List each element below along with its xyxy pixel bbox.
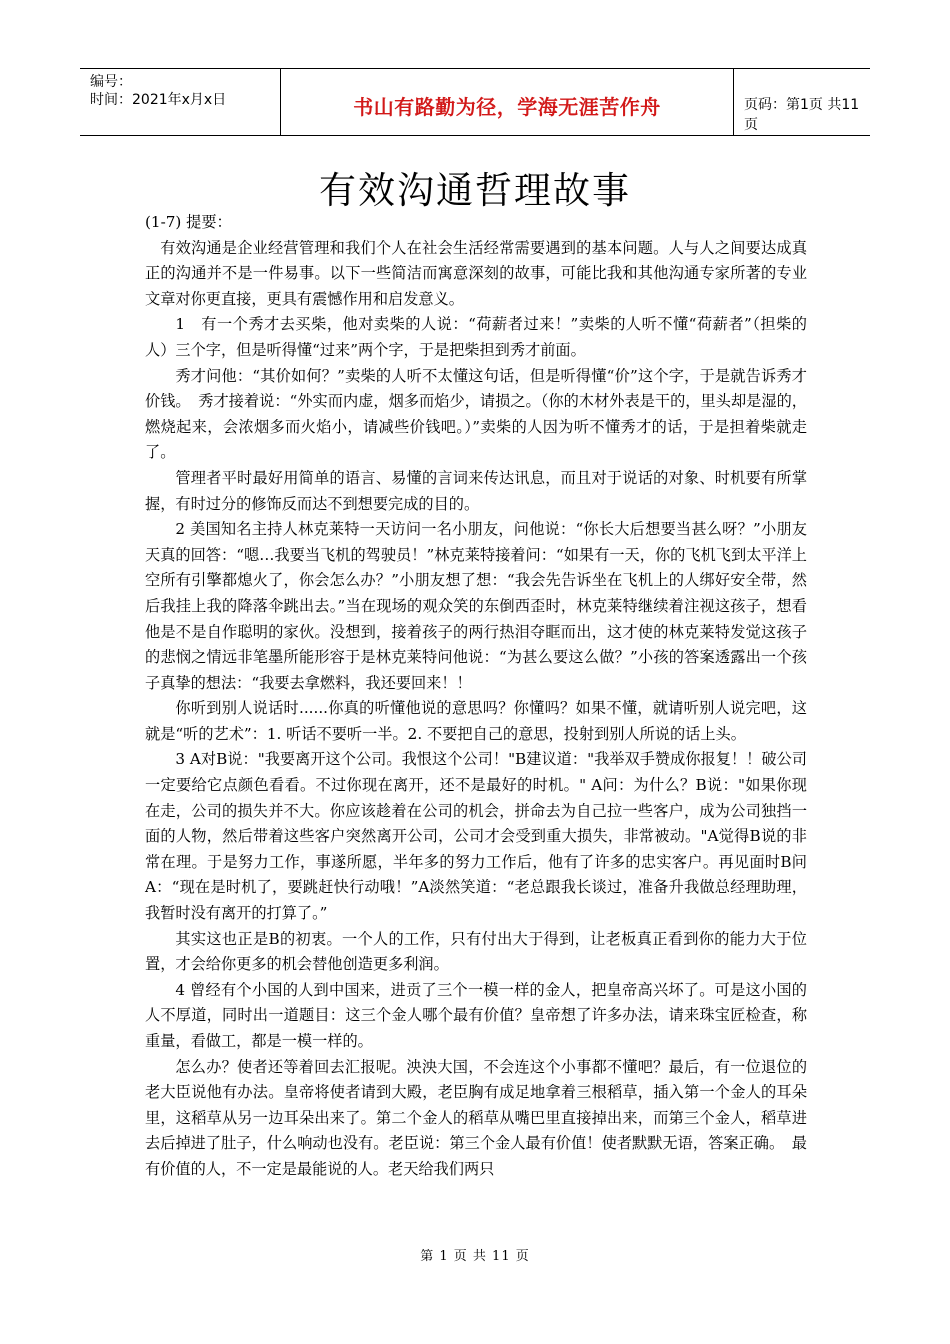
header-page-cell [732,69,870,135]
paragraph: 你听到别人说话时......你真的听懂他说的意思吗？你懂吗？如果不懂，就请听别人说完吧，这就是“听的艺术”：1. 听话不要听一半。2. 不要把自己的意思，投射到别人所说的话上头。 [145,699,807,743]
paragraph: 3 A对B说："我要离开这个公司。我恨这个公司！"B建议道："我举双手赞成你报复！！破公司一定要给它点颜色看看。不过你现在离开，还不是最好的时机。" A问：为什么？B说："如果你现在走，公司的损失并不大。你应该趁着在公司的机会，拼命去为自己拉一些客户，成为公司独挡一面的人物，然后带着这些客户突然离开公司，公司才会受到重大损失，非常被动。"A觉得B说的非常在理。于是努力工作，事遂所愿，半年多的努力工作后，他有了许多的忠实客户。再见面时B问A：“现在是时机了，要跳赶快行动哦！”A淡然笑道：“老总跟我长谈过，准备升我做总经理助理，我暂时没有离开的打算了。” [145,750,807,923]
paragraph: 1 有一个秀才去买柴，他对卖柴的人说：“荷薪者过来！”卖柴的人听不懂“荷薪者”（担柴的人）三个字，但是听得懂“过来”两个字，于是把柴担到秀才前面。 [145,315,807,359]
motto: 书山有路勤为径，学海无涯苦作舟 [353,95,661,119]
paragraph: 有效沟通是企业经营管理和我们个人在社会生活经常需要遇到的基本问题。人与人之间要达成真正的沟通并不是一件易事。以下一些简洁而寓意深刻的故事，可能比我和其他沟通专家所著的专业文章对你更直接，更具有震憾作用和启发意义。 [145,238,807,308]
time-label: 时间：2021年x月x日 [90,92,227,108]
paragraph: 其实这也正是B的初衷。一个人的工作，只有付出大于得到，让老板真正看到你的能力大于位置，才会给你更多的机会替他创造更多利润。 [145,929,807,974]
document-title: 有效沟通哲理故事 [319,169,631,212]
header-motto-cell [280,69,734,135]
paragraph: 4 曾经有个小国的人到中国来，进贡了三个一模一样的金人，把皇帝高兴坏了。可是这小国的人不厚道，同时出一道题目：这三个金人哪个最有价值？皇帝想了许多办法，请来珠宝匠检查，称重量，看做工，都是一模一样的。 [145,980,807,1050]
summary-label: (1-7) 提要： [145,213,232,231]
paragraph: 怎么办？使者还等着回去汇报呢。泱泱大国，不会连这个小事都不懂吧？最后，有一位退位的老大臣说他有办法。皇帝将使者请到大殿，老臣胸有成足地拿着三根稻草，插入第一个金人的耳朵里，这稻草从另一边耳朵出来了。第二个金人的稻草从嘴巴里直接掉出来，而第三个金人，稻草进去后掉进了肚子，什么响动也没有。老臣说：第三个金人最有价值！使者默默无语，答案正确。 最有价值的人，不一定是最能说的人。老天给我们两只 [145,1057,807,1178]
document-body [145,210,807,1183]
header-meta-cell [80,69,280,135]
page-footer: 第 1 页 共 11 页 [420,1249,530,1264]
paragraph: 管理者平时最好用简单的语言、易懂的言词来传达讯息，而且对于说话的对象、时机要有所掌握，有时过分的修饰反而达不到想要完成的目的。 [145,468,807,513]
paragraph: 秀才问他：“其价如何？”卖柴的人听不太懂这句话，但是听得懂“价”这个字，于是就告诉秀才价钱。 秀才接着说：“外实而内虚，烟多而焰少，请损之。（你的木材外表是干的，里头却是湿的，燃烧起来，会浓烟多而火焰小，请减些价钱吧。）”卖柴的人因为听不懂秀才的话，于是担着柴就走了。 [145,366,807,462]
number-label: 编号： [90,74,132,90]
page-info: 页码：第1页 共11页 [744,97,860,133]
paragraph: 2 美国知名主持人林克莱特一天访问一名小朋友，问他说：“你长大后想要当甚么呀？”小朋友天真的回答：“嗯…我要当飞机的驾驶员！”林克莱特接着问：“如果有一天，你的飞机飞到太平洋上空所有引擎都熄火了，你会怎么办？”小朋友想了想：“我会先告诉坐在飞机上的人绑好安全带，然后我挂上我的降落伞跳出去。”当在现场的观众笑的东倒西歪时，林克莱特继续着注视这孩子，想看他是不是自作聪明的家伙。没想到，接着孩子的两行热泪夺眶而出，这才使的林克莱特发觉这孩子的悲悯之情远非笔墨所能形容于是林克莱特问他说：“为甚么要这么做？”小孩的答案透露出一个孩子真挚的想法：“我要去拿燃料，我还要回来！！ [145,520,807,692]
header-table [80,68,870,136]
